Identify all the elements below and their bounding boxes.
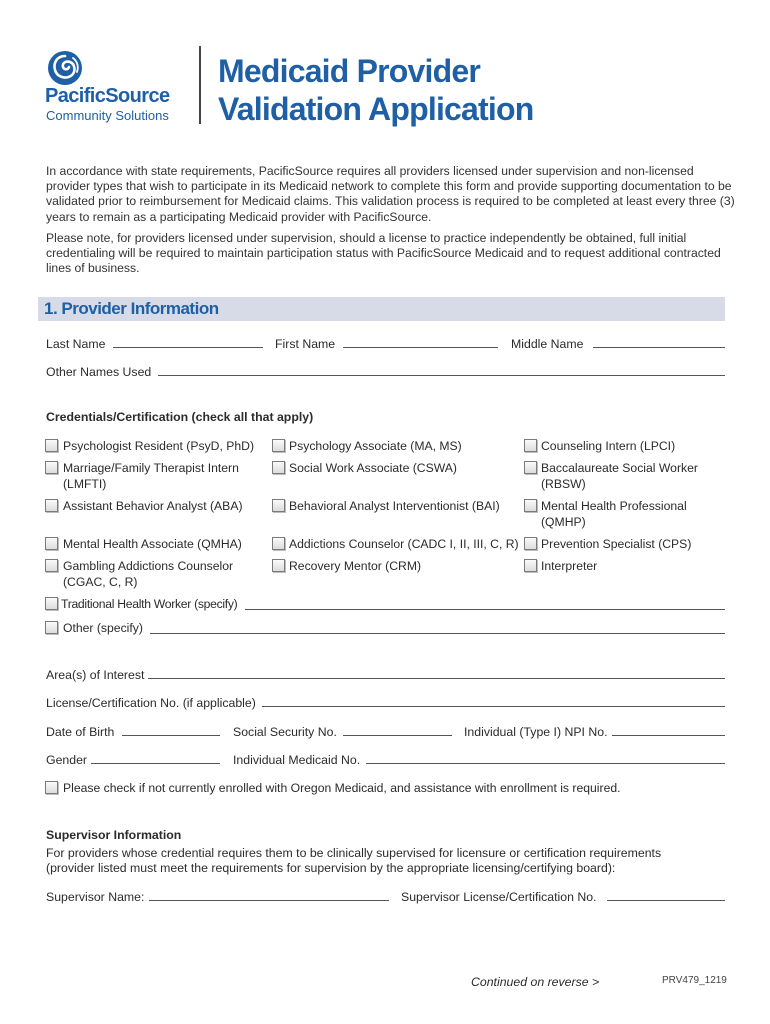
form-code: PRV479_1219 xyxy=(662,975,727,986)
supervisor-description-line-1: For providers whose credential requires them to be clinically supervised for licensure or certification requirements xyxy=(46,846,662,860)
credential-label: Gambling Addictions Counselor (CGAC, C, R) xyxy=(63,559,234,589)
date-of-birth-label: Date of Birth xyxy=(46,725,115,739)
credential-checkbox[interactable] xyxy=(45,537,58,550)
npi-label: Individual (Type I) NPI No. xyxy=(464,725,608,739)
credential-checkbox[interactable] xyxy=(45,461,58,474)
credential-label: Psychologist Resident (PsyD, PhD) xyxy=(63,439,255,453)
credential-label: Counseling Intern (LPCI) xyxy=(541,439,676,453)
credential-checkbox[interactable] xyxy=(45,559,58,572)
areas-of-interest-field[interactable] xyxy=(148,678,725,679)
supervisor-name-label: Supervisor Name: xyxy=(46,890,145,904)
credential-label: Interpreter xyxy=(541,559,598,573)
credential-checkbox[interactable] xyxy=(272,439,285,452)
credential-checkbox[interactable] xyxy=(524,499,537,512)
not-enrolled-checkbox[interactable] xyxy=(45,781,58,794)
credential-label: Baccalaureate Social Worker (RBSW) xyxy=(541,461,698,491)
other-credential-checkbox[interactable] xyxy=(45,621,58,634)
medicaid-number-field[interactable] xyxy=(366,763,725,764)
intro-paragraph-1: In accordance with state requirements, PacificSource requires all providers licensed under supervision and non-licensed provider types that wish to participate in its Medicaid network to complete this form and provide supporting documentation to be validated prior to reimbursement for Medicaid claims. This validation process is required to be completed at least every three (3) years to remain as a participating Medicaid provider with PacificSource. xyxy=(46,164,735,224)
credential-label: Recovery Mentor (CRM) xyxy=(289,559,422,573)
gender-field[interactable] xyxy=(91,763,220,764)
other-credential-field[interactable] xyxy=(150,633,725,634)
supervisor-heading: Supervisor Information xyxy=(46,828,182,842)
title-line-2: Validation Application xyxy=(218,91,534,127)
section-title: 1. Provider Information xyxy=(44,299,219,318)
credentials-heading: Credentials/Certification (check all that apply) xyxy=(46,410,314,424)
traditional-health-worker-label: Traditional Health Worker (specify) xyxy=(61,597,238,611)
header-divider xyxy=(199,46,201,124)
license-number-field[interactable] xyxy=(262,706,725,707)
other-names-field[interactable] xyxy=(158,375,725,376)
credential-checkbox[interactable] xyxy=(524,559,537,572)
credential-checkbox[interactable] xyxy=(45,439,58,452)
first-name-label: First Name xyxy=(275,337,336,351)
supervisor-license-label: Supervisor License/Certification No. xyxy=(401,890,597,904)
ssn-label: Social Security No. xyxy=(233,725,337,739)
credential-label: Social Work Associate (CSWA) xyxy=(289,461,457,475)
credential-label: Prevention Specialist (CPS) xyxy=(541,537,692,551)
credential-label: Behavioral Analyst Interventionist (BAI) xyxy=(289,499,500,513)
npi-field[interactable] xyxy=(612,735,725,736)
credential-checkbox[interactable] xyxy=(524,439,537,452)
middle-name-label: Middle Name xyxy=(511,337,584,351)
credential-checkbox[interactable] xyxy=(45,499,58,512)
credential-checkbox[interactable] xyxy=(272,499,285,512)
supervisor-license-field[interactable] xyxy=(607,900,725,901)
pacificsource-logo-icon xyxy=(47,50,83,86)
page-title xyxy=(218,52,533,128)
date-of-birth-field[interactable] xyxy=(122,735,220,736)
credential-label: Assistant Behavior Analyst (ABA) xyxy=(63,499,243,513)
last-name-label: Last Name xyxy=(46,337,106,351)
credential-checkbox[interactable] xyxy=(272,559,285,572)
medicaid-number-label: Individual Medicaid No. xyxy=(233,753,361,767)
traditional-health-worker-checkbox[interactable] xyxy=(45,597,58,610)
ssn-field[interactable] xyxy=(343,735,452,736)
credential-label: Mental Health Professional (QMHP) xyxy=(541,499,687,529)
intro-text xyxy=(46,164,736,282)
supervisor-name-field[interactable] xyxy=(149,900,389,901)
first-name-field[interactable] xyxy=(343,347,498,348)
middle-name-field[interactable] xyxy=(593,347,725,348)
credential-checkbox[interactable] xyxy=(524,461,537,474)
credential-label: Mental Health Associate (QMHA) xyxy=(63,537,242,551)
supervisor-description-line-2: (provider listed must meet the requirements for supervision by the appropriate licensing/certifying board): xyxy=(46,861,616,875)
credential-checkbox[interactable] xyxy=(524,537,537,550)
title-line-1: Medicaid Provider xyxy=(218,53,481,89)
credential-checkbox[interactable] xyxy=(272,461,285,474)
brand-subtitle: Community Solutions xyxy=(46,108,169,123)
credential-label: Psychology Associate (MA, MS) xyxy=(289,439,462,453)
brand-name: PacificSource xyxy=(45,85,170,107)
areas-of-interest-label: Area(s) of Interest xyxy=(46,668,145,682)
continued-on-reverse: Continued on reverse > xyxy=(471,975,600,989)
credential-label: Addictions Counselor (CADC I, II, III, C, R) xyxy=(289,537,519,551)
other-names-label: Other Names Used xyxy=(46,365,152,379)
gender-label: Gender xyxy=(46,753,88,767)
traditional-health-worker-field[interactable] xyxy=(245,609,725,610)
license-number-label: License/Certification No. (if applicable) xyxy=(46,696,256,710)
not-enrolled-label: Please check if not currently enrolled with Oregon Medicaid, and assistance with enrollment is required. xyxy=(63,781,621,795)
other-credential-label: Other (specify) xyxy=(63,621,143,635)
intro-paragraph-2: Please note, for providers licensed under supervision, should a license to practice independently be obtained, full initial credentialing will be required to maintain participation status with PacificSource Medicaid and to request additional contracted lines of business. xyxy=(46,230,721,276)
credential-checkbox[interactable] xyxy=(272,537,285,550)
last-name-field[interactable] xyxy=(113,347,263,348)
credential-label: Marriage/Family Therapist Intern (LMFTI) xyxy=(63,461,239,491)
